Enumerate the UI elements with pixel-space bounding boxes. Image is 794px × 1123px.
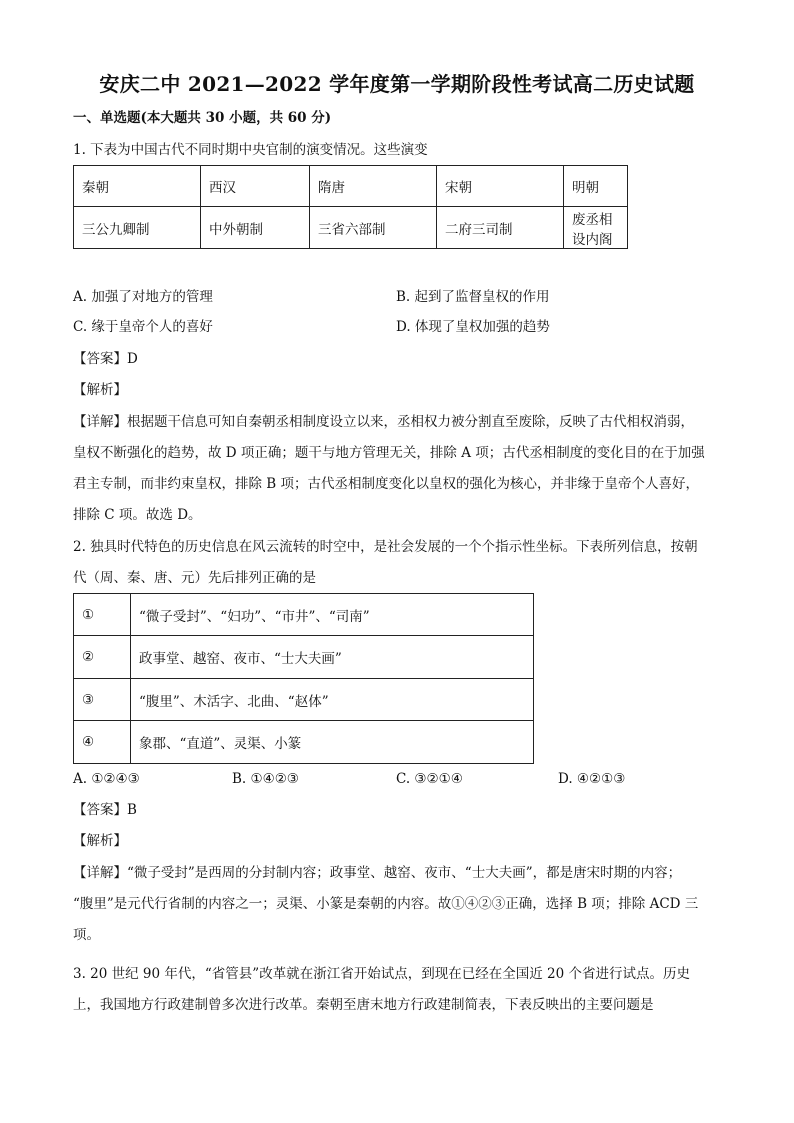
q2-stem-line: 代（周、秦、唐、元）先后排列正确的是 — [73, 570, 316, 586]
q1-header-cell: 宋朝 — [437, 166, 564, 207]
q2-option-d: D. ④②①③ — [558, 771, 626, 787]
q1-answer: 【答案】D — [73, 351, 138, 367]
q3-stem-line: 上，我国地方行政建制曾多次进行改革。秦朝至唐末地方行政建制简表，下表反映出的主要问题是 — [73, 997, 654, 1013]
q1-analysis-label: 【解析】 — [73, 382, 127, 398]
q1-header-cell: 秦朝 — [74, 166, 201, 207]
q1-detail-line: 【详解】根据题干信息可知自秦朝丞相制度设立以来，丞相权力被分割直至废除，反映了古代相权消弱， — [73, 414, 694, 430]
q1-option-a: A. 加强了对地方的管理 — [73, 289, 213, 305]
q2-table-row — [74, 721, 534, 764]
q1-header-cell: 隋唐 — [310, 166, 437, 207]
q1-table-row — [74, 207, 628, 249]
q1-cell: 三省六部制 — [310, 207, 437, 249]
q1-option-b: B. 起到了监督皇权的作用 — [396, 289, 550, 305]
q1-stem: 1. 下表为中国古代不同时期中央官制的演变情况。这些演变 — [73, 142, 428, 158]
q1-cell: 废丞相设内阁 — [564, 207, 628, 249]
q2-option-a: A. ①②④③ — [73, 771, 140, 787]
q1-detail-line: 君主专制，而非约束皇权，排除 B 项；古代丞相制度变化以皇权的强化为核心，并非缘于皇帝个人喜好， — [73, 476, 700, 492]
q2-table-row — [74, 636, 534, 679]
q1-detail-line: 皇权不断强化的趋势，故 D 项正确；题干与地方管理无关，排除 A 项；古代丞相制度的变化目的在于加强 — [73, 445, 705, 461]
q2-table-row — [74, 679, 534, 721]
q2-row-text: 政事堂、越窑、夜市、“士大夫画” — [131, 636, 534, 679]
q2-stem-line: 2. 独具时代特色的历史信息在风云流转的时空中，是社会发展的一个个指示性坐标。下表所列信息，按朝 — [73, 539, 698, 555]
q2-answer: 【答案】B — [73, 802, 137, 818]
page-title: 安庆二中 2021—2022 学年度第一学期阶段性考试高二历史试题 — [99, 72, 695, 96]
q1-option-d: D. 体现了皇权加强的趋势 — [396, 319, 550, 335]
q1-header-cell: 明朝 — [564, 166, 628, 207]
q1-detail-line: 排除 C 项。故选 D。 — [73, 507, 202, 523]
q2-detail-line: 【详解】“微子受封”是西周的分封制内容；政事堂、越窑、夜市、“士大夫画”，都是唐宋时期的内容； — [73, 865, 682, 881]
q2-row-number: ② — [74, 636, 131, 679]
q1-option-c: C. 缘于皇帝个人的喜好 — [73, 319, 213, 335]
q2-option-b: B. ①④②③ — [232, 771, 299, 787]
q2-analysis-label: 【解析】 — [73, 833, 127, 849]
q1-table-header-row — [74, 166, 628, 207]
q2-option-c: C. ③②①④ — [396, 771, 463, 787]
q1-header-cell: 西汉 — [201, 166, 310, 207]
q2-row-number: ③ — [74, 679, 131, 721]
q2-table — [73, 593, 534, 764]
q3-stem-line: 3. 20 世纪 90 年代，“省管县”改革就在浙江省开始试点，到现在已经在全国近 20 个省进行试点。历史 — [73, 966, 690, 982]
section-heading: 一、单选题(本大题共 30 小题，共 60 分) — [73, 110, 332, 126]
q1-table — [73, 165, 628, 249]
q1-cell: 三公九卿制 — [74, 207, 201, 249]
q2-detail-line: 项。 — [73, 927, 100, 943]
q2-table-row — [74, 594, 534, 636]
q2-row-text: “微子受封”、“妇功”、“市井”、“司南” — [131, 594, 534, 636]
q2-detail-line: “腹里”是元代行省制的内容之一；灵渠、小篆是秦朝的内容。故①④②③正确，选择 B 项；排除 ACD 三 — [73, 896, 699, 912]
q2-row-number: ④ — [74, 721, 131, 764]
q1-cell: 二府三司制 — [437, 207, 564, 249]
q2-row-text: “腹里”、木活字、北曲、“赵体” — [131, 679, 534, 721]
q2-row-number: ① — [74, 594, 131, 636]
q2-row-text: 象郡、“直道”、灵渠、小篆 — [131, 721, 534, 764]
q1-cell: 中外朝制 — [201, 207, 310, 249]
